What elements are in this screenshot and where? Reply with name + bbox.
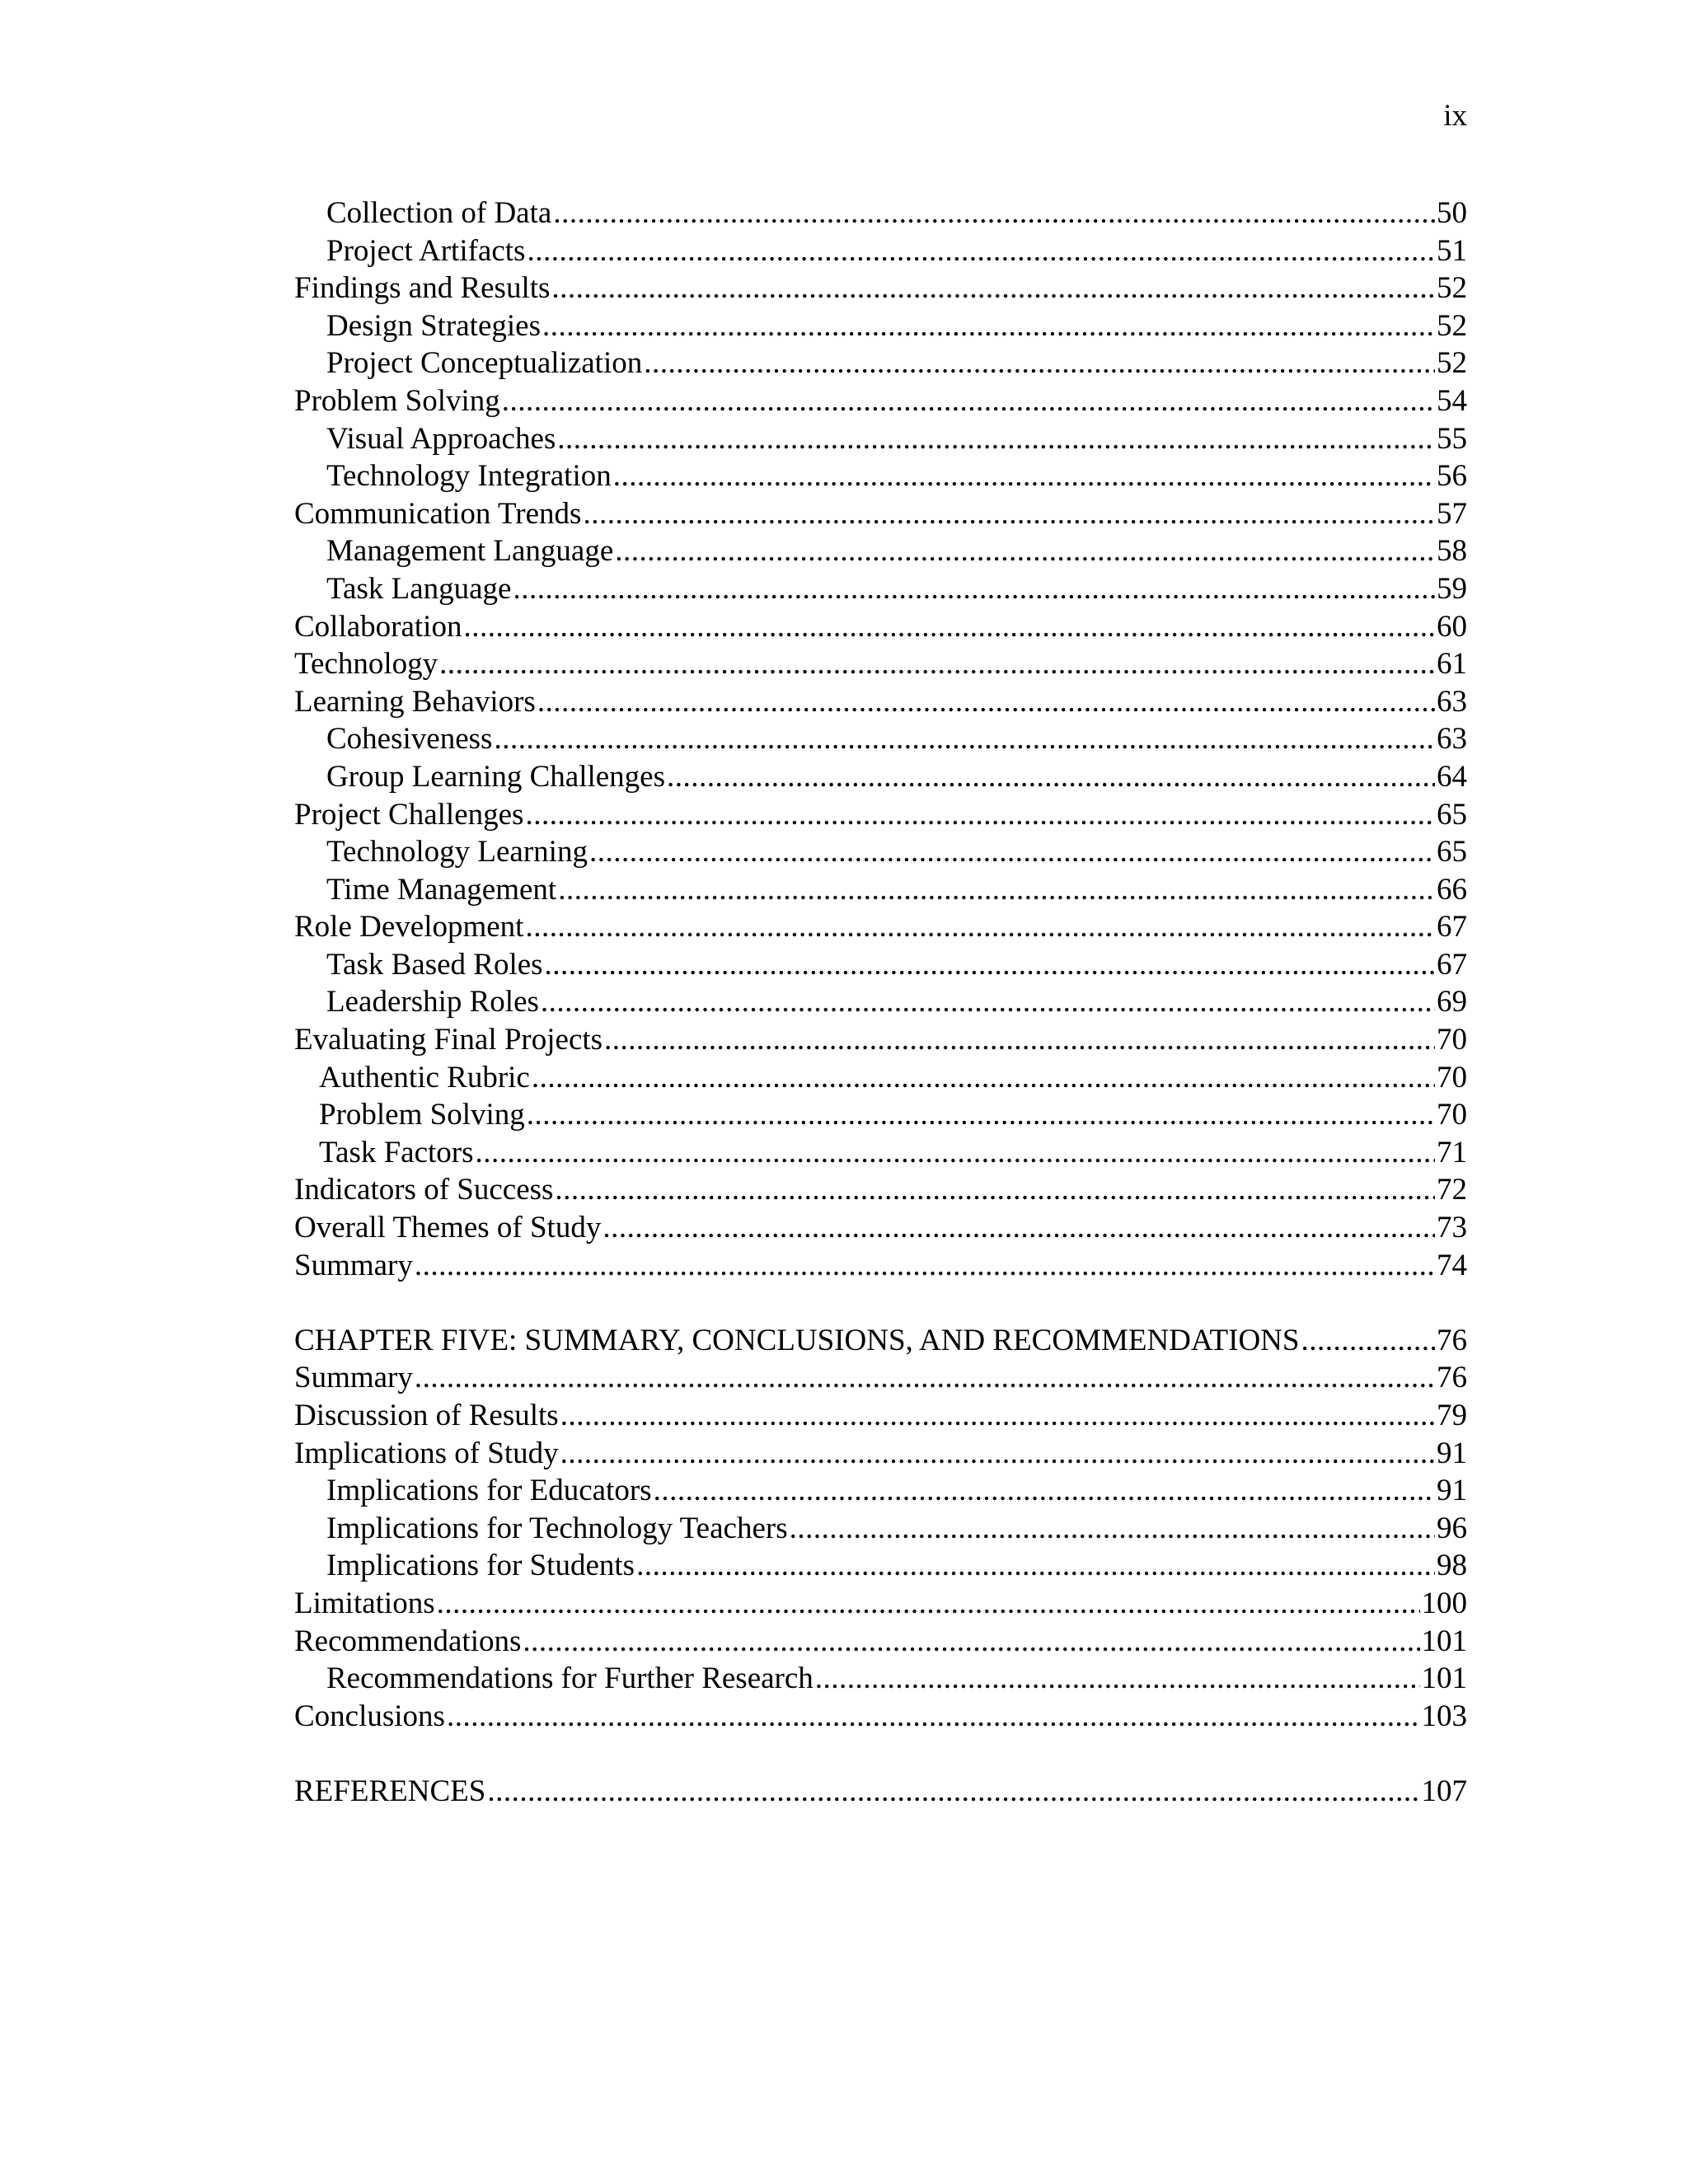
toc-entry: [294, 983, 1467, 1021]
toc-entry: [294, 1059, 1467, 1097]
toc-entry-page: 98: [1437, 1549, 1467, 1583]
toc-dot-leader: [463, 608, 1435, 646]
toc-dot-leader: [487, 1773, 1419, 1811]
toc-dot-leader: [527, 1096, 1435, 1134]
toc-entry-title: Cohesiveness: [326, 722, 493, 757]
toc-entry: [294, 1096, 1467, 1134]
toc-entry-title: Recommendations: [294, 1624, 522, 1658]
toc-entry-title: Recommendations for Further Research: [326, 1661, 814, 1696]
toc-entry-page: 58: [1437, 534, 1467, 569]
toc-dot-leader: [667, 758, 1435, 796]
toc-entry: [294, 1209, 1467, 1247]
toc-entry: [294, 269, 1467, 307]
toc-entry: [294, 344, 1467, 382]
toc-dot-leader: [525, 796, 1435, 834]
toc-dot-leader: [502, 382, 1435, 420]
toc-entry-page: 79: [1437, 1399, 1467, 1432]
toc-dot-leader: [523, 1623, 1419, 1661]
toc-entry: [294, 532, 1467, 570]
toc-entry-page: 63: [1437, 722, 1467, 757]
toc-entry-page: 73: [1437, 1211, 1467, 1245]
toc-entry-title: Learning Behaviors: [294, 684, 536, 719]
toc-entry-page: 65: [1437, 835, 1467, 869]
toc-entry-title: CHAPTER FIVE: SUMMARY, CONCLUSIONS, AND RECOMMENDATIONS: [294, 1323, 1300, 1357]
toc-dot-leader: [437, 1585, 1420, 1623]
toc-entry: [294, 1171, 1467, 1209]
toc-entry-title: Group Learning Challenges: [326, 759, 665, 794]
toc-dot-leader: [494, 720, 1435, 758]
toc-entry-title: Implications for Technology Teachers: [326, 1511, 788, 1545]
toc-entry: [294, 570, 1467, 608]
toc-dot-leader: [557, 420, 1435, 458]
toc-entry-page: 107: [1421, 1774, 1467, 1808]
toc-entry-page: 74: [1437, 1248, 1467, 1282]
toc-entry-title: Findings and Results: [294, 271, 551, 306]
toc-dot-leader: [525, 908, 1435, 946]
toc-dot-leader: [644, 344, 1435, 382]
toc-entry-page: 101: [1421, 1624, 1467, 1658]
toc-entry-page: 67: [1437, 910, 1467, 944]
toc-dot-leader: [447, 1698, 1420, 1736]
toc-entry: [294, 1547, 1467, 1585]
toc-dot-leader: [537, 683, 1435, 721]
toc-entry-page: 61: [1437, 647, 1467, 682]
toc-dot-leader: [541, 983, 1435, 1021]
toc-dot-leader: [790, 1510, 1435, 1548]
toc-entry: [294, 1322, 1467, 1360]
toc-entry-title: Task Factors: [319, 1135, 474, 1169]
toc-dot-leader: [589, 833, 1435, 871]
toc-entry-title: Summary: [294, 1361, 413, 1395]
toc-entry-title: Indicators of Success: [294, 1173, 554, 1207]
toc-entry-page: 50: [1437, 196, 1467, 230]
toc-entry-page: 54: [1437, 383, 1467, 418]
toc-entry-page: 101: [1421, 1661, 1467, 1696]
toc-entry-page: 71: [1437, 1135, 1467, 1169]
toc-dot-leader: [560, 1397, 1435, 1435]
toc-entry-title: Limitations: [294, 1586, 435, 1620]
toc-dot-leader: [553, 194, 1435, 232]
toc-entry-page: 70: [1437, 1098, 1467, 1132]
toc-entry: [294, 232, 1467, 270]
toc-entry-title: Management Language: [326, 534, 614, 569]
page-number: ix: [1443, 99, 1467, 133]
toc-dot-leader: [439, 645, 1435, 683]
toc-entry-page: 66: [1437, 872, 1467, 907]
toc-dot-leader: [545, 946, 1435, 984]
toc-entry: [294, 1247, 1467, 1285]
toc-entry-title: Problem Solving: [294, 383, 500, 418]
toc-entry: [294, 796, 1467, 834]
toc-entry-page: 69: [1437, 985, 1467, 1019]
toc-entry: [294, 1585, 1467, 1623]
toc-entry-page: 76: [1437, 1323, 1467, 1357]
toc-entry-title: Technology: [294, 647, 438, 682]
toc-entry-title: Implications for Students: [326, 1549, 635, 1583]
toc-entry: [294, 1435, 1467, 1473]
toc-entry-title: Project Challenges: [294, 797, 524, 832]
toc-entry-title: Visual Approaches: [326, 421, 556, 456]
toc-entry-page: 55: [1437, 421, 1467, 456]
toc-entry-title: Task Language: [326, 571, 512, 606]
toc-entry-page: 76: [1437, 1361, 1467, 1395]
toc-entry-page: 64: [1437, 759, 1467, 794]
toc-entry-title: Overall Themes of Study: [294, 1211, 602, 1245]
toc-entry: [294, 1472, 1467, 1510]
toc-entry: [294, 720, 1467, 758]
toc-entry: [294, 1134, 1467, 1172]
toc-entry-page: 60: [1437, 609, 1467, 644]
toc-entry-title: Problem Solving: [319, 1098, 525, 1132]
toc-entry-page: 63: [1437, 684, 1467, 719]
toc-entry: [294, 908, 1467, 946]
toc-entry-title: Authentic Rubric: [319, 1060, 530, 1094]
toc-entry-title: Evaluating Final Projects: [294, 1023, 603, 1057]
toc-entry-title: Task Based Roles: [326, 947, 543, 982]
toc-entry-title: Collection of Data: [326, 196, 552, 230]
toc-entry-page: 70: [1437, 1023, 1467, 1057]
toc-dot-leader: [513, 570, 1435, 608]
toc-entry-page: 52: [1437, 346, 1467, 381]
toc-entry: [294, 1660, 1467, 1698]
toc-entry-title: Leadership Roles: [326, 985, 539, 1019]
toc-entry-title: Technology Integration: [326, 459, 612, 494]
toc-entry-page: 59: [1437, 571, 1467, 606]
toc-dot-leader: [415, 1359, 1435, 1397]
toc-entry-page: 103: [1421, 1699, 1467, 1733]
toc-dot-leader: [542, 307, 1435, 345]
toc-entry: [294, 758, 1467, 796]
toc-entry-page: 72: [1437, 1173, 1467, 1207]
toc-entry: [294, 1773, 1467, 1811]
toc-entry-page: 52: [1437, 271, 1467, 306]
toc-entry: [294, 194, 1467, 232]
toc-entry: [294, 1021, 1467, 1059]
toc-entry: [294, 1698, 1467, 1736]
toc-dot-leader: [604, 1021, 1435, 1059]
toc-entry-title: Technology Learning: [326, 835, 588, 869]
toc-entry-title: Communication Trends: [294, 496, 582, 531]
table-of-contents: [294, 194, 1467, 1811]
toc-entry-title: Time Management: [326, 872, 557, 907]
toc-dot-leader: [615, 532, 1435, 570]
toc-entry-title: Implications of Study: [294, 1436, 559, 1470]
toc-entry: [294, 1359, 1467, 1397]
toc-dot-leader: [415, 1247, 1435, 1285]
toc-entry-title: Discussion of Results: [294, 1399, 559, 1432]
toc-entry-page: 56: [1437, 459, 1467, 494]
toc-dot-leader: [1301, 1322, 1435, 1360]
toc-dot-leader: [532, 1059, 1435, 1097]
toc-entry: [294, 871, 1467, 909]
toc-entry: [294, 382, 1467, 420]
toc-dot-leader: [603, 1209, 1435, 1247]
toc-entry-title: Collaboration: [294, 609, 462, 644]
toc-entry-page: 91: [1437, 1474, 1467, 1508]
toc-dot-leader: [476, 1134, 1435, 1172]
toc-entry: [294, 307, 1467, 345]
toc-dot-leader: [551, 269, 1435, 307]
toc-entry: [294, 1510, 1467, 1548]
toc-entry: [294, 1623, 1467, 1661]
toc-entry-title: Implications for Educators: [326, 1474, 652, 1508]
toc-entry: [294, 833, 1467, 871]
toc-entry-title: Role Development: [294, 910, 524, 944]
toc-dot-leader: [527, 232, 1435, 270]
toc-entry-page: 65: [1437, 797, 1467, 832]
toc-entry-title: Summary: [294, 1248, 413, 1282]
toc-entry-title: REFERENCES: [294, 1774, 486, 1808]
toc-entry: [294, 608, 1467, 646]
toc-entry-page: 70: [1437, 1060, 1467, 1094]
toc-entry-page: 52: [1437, 308, 1467, 343]
toc-dot-leader: [815, 1660, 1420, 1698]
toc-entry-page: 91: [1437, 1436, 1467, 1470]
toc-entry: [294, 645, 1467, 683]
toc-entry: [294, 495, 1467, 533]
toc-entry: [294, 946, 1467, 984]
toc-dot-leader: [583, 495, 1435, 533]
toc-dot-leader: [555, 1171, 1435, 1209]
toc-entry-page: 51: [1437, 233, 1467, 268]
toc-entry: [294, 1397, 1467, 1435]
toc-dot-leader: [558, 871, 1435, 909]
toc-entry-page: 57: [1437, 496, 1467, 531]
toc-dot-leader: [654, 1472, 1435, 1510]
toc-entry: [294, 457, 1467, 495]
toc-entry-page: 67: [1437, 947, 1467, 982]
toc-dot-leader: [636, 1547, 1435, 1585]
toc-entry: [294, 420, 1467, 458]
toc-dot-leader: [560, 1435, 1435, 1473]
toc-entry-page: 96: [1437, 1511, 1467, 1545]
toc-entry-title: Conclusions: [294, 1699, 445, 1733]
toc-entry-title: Project Artifacts: [326, 233, 526, 268]
toc-entry: [294, 683, 1467, 721]
toc-entry-title: Design Strategies: [326, 308, 541, 343]
toc-dot-leader: [613, 457, 1435, 495]
toc-entry-page: 100: [1421, 1586, 1467, 1620]
toc-entry-title: Project Conceptualization: [326, 346, 643, 381]
